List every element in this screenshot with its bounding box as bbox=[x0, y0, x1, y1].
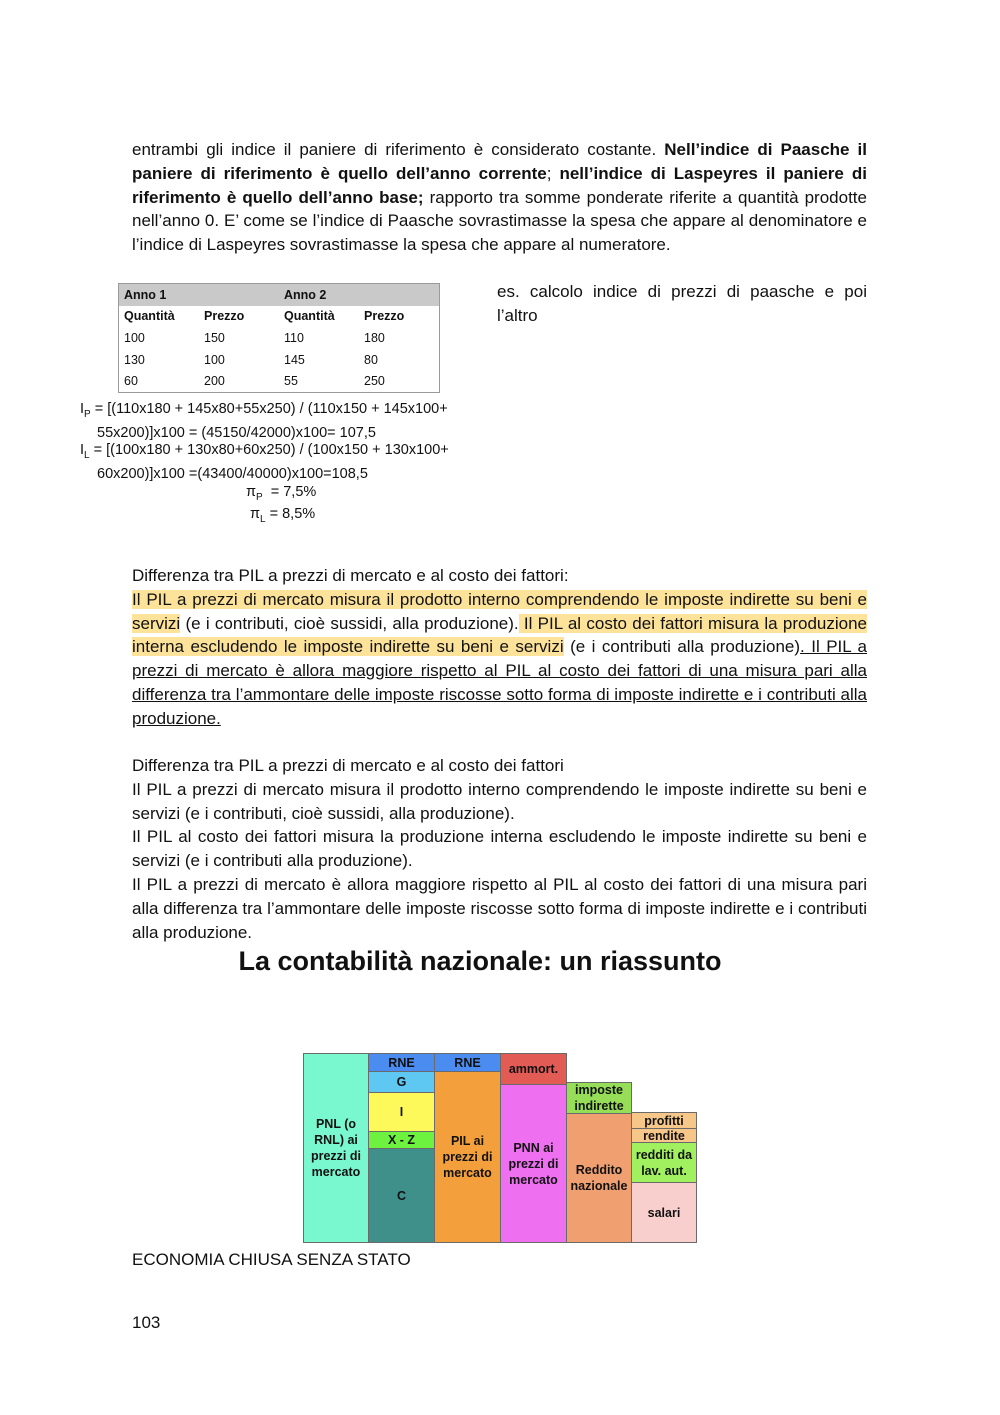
pnn-block: PNN ai prezzi di mercato bbox=[500, 1084, 567, 1243]
rendite-block: rendite bbox=[631, 1128, 697, 1143]
ammort-block: ammort. bbox=[500, 1053, 567, 1085]
section-title: La contabilità nazionale: un riassunto bbox=[238, 946, 722, 976]
c-block: C bbox=[368, 1148, 435, 1243]
g-block: G bbox=[368, 1071, 435, 1093]
page-number: 103 bbox=[132, 1313, 161, 1332]
table-subheader-row bbox=[119, 306, 440, 328]
table-header-row bbox=[119, 284, 440, 306]
table-row: 100 150 110 180 bbox=[124, 330, 385, 345]
pnl-block: PNL (o RNL) ai prezzi di mercato bbox=[303, 1053, 369, 1243]
rne-block-1: RNE bbox=[368, 1053, 435, 1072]
pil-section-2: Differenza tra PIL a prezzi di mercato e al costo dei fattori Il PIL a prezzi di mercato misura il prodotto interno comprendendo le imposte indirette su beni e servizi (e i contributi, cioè sussidi, alla produzione). Il PIL al costo dei fattori misura la produzione interna escludendo le imposte indirette su beni e servizi (e i contributi alla produzione). Il PIL a prezzi di mercato è allora maggiore rispetto al PIL al costo dei fattori di una misura pari alla differenza tra l’ammontare delle imposte riscosse sotto forma di imposte indirette e i contributi alla produzione. bbox=[132, 756, 867, 942]
salari-block: salari bbox=[631, 1182, 697, 1243]
profitti-block: profitti bbox=[631, 1112, 697, 1129]
pil-section-1-title: Differenza tra PIL a prezzi di mercato e al costo dei fattori: bbox=[132, 566, 569, 585]
redditi-lav-aut-block: redditi da lav. aut. bbox=[631, 1142, 697, 1183]
year1-header: Anno 1 bbox=[119, 284, 200, 306]
price-table bbox=[118, 283, 440, 393]
table-row: 60 200 55 250 bbox=[124, 374, 385, 389]
col-quantity-2: Quantità bbox=[284, 309, 335, 324]
col-price-1: Prezzo bbox=[204, 309, 245, 324]
xz-block: X - Z bbox=[368, 1131, 435, 1149]
laspeyres-formula: $I_L = [(100x180 + 130x80+60x250) / (100x150 + 130x100+$ 60x200)]x100 =(43400/40000)x100=108,5 bbox=[80, 442, 449, 482]
rne-block-2: RNE bbox=[434, 1053, 501, 1072]
pil-block: PIL ai prezzi di mercato bbox=[434, 1071, 501, 1243]
inflation-paasche: $\pi_P = 7,5\%$ bbox=[246, 484, 317, 503]
reddito-nazionale-block: Reddito nazionale bbox=[566, 1113, 632, 1243]
pil-section-1: Differenza tra PIL a prezzi di mercato e al costo dei fattori: Il PIL a prezzi di mercato misura il prodotto interno comprendendo le imposte indirette su beni e servizi (e i contributi, cioè sussidi, alla produzione). Il PIL al costo dei fattori misura la produzione interna escludendo le imposte indirette su beni e servizi (e i contributi alla produzione). Il PIL a prezzi di mercato è allora maggiore rispetto al PIL al costo dei fattori di una misura pari alla differenza tra l’ammontare delle imposte riscosse sotto forma di imposte indirette e i contributi alla produzione. bbox=[132, 566, 868, 728]
year2-header: Anno 2 bbox=[279, 284, 359, 306]
pil-section-2-title: Differenza tra PIL a prezzi di mercato e al costo dei fattori bbox=[132, 756, 564, 775]
intro-paragraph: entrambi gli indice il paniere di riferimento è considerato costante. Nell’indice di Paasche il paniere di riferimento è quello dell’anno corrente; nell’indice di Laspeyres il paniere di riferimento è quello dell’anno base; rapporto tra somme ponderate riferite a quantità prodotte nell’anno 0. E’ come se l’indice di Paasche sovrastimasse la spesa che appare al denominatore e l’indice di Laspeyres sovrastimasse la spesa che appare al numeratore. bbox=[132, 140, 867, 255]
imposte-indirette-block: imposte indirette bbox=[566, 1082, 632, 1114]
side-note: es. calcolo indice di prezzi di paasche e poi l’altro bbox=[497, 282, 867, 325]
paasche-formula: $I_P = [(110x180 + 145x80+55x250) / (110x150 + 145x100+$ 55x200)]x100 = (45150/42000)x100= 107,5 bbox=[80, 401, 448, 441]
national-accounting-diagram bbox=[303, 1053, 697, 1243]
col-price-2: Prezzo bbox=[364, 309, 405, 324]
i-block: I bbox=[368, 1092, 435, 1132]
table-row: 130 100 145 80 bbox=[124, 352, 378, 367]
diagram-caption: ECONOMIA CHIUSA SENZA STATO bbox=[132, 1250, 411, 1269]
col-quantity-1: Quantità bbox=[124, 309, 175, 324]
inflation-laspeyres: $\pi_L = 8,5\%$ bbox=[250, 506, 316, 525]
